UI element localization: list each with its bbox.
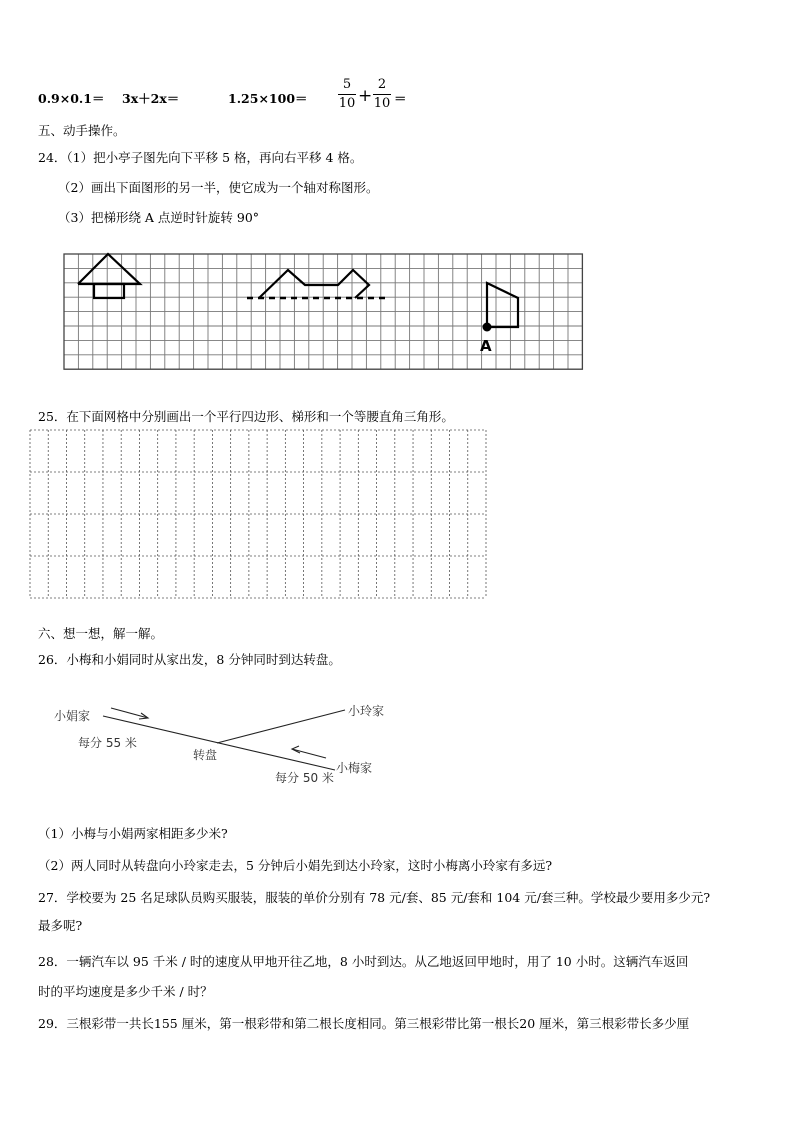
question-29: 29．三根彩带一共长155 厘米，第一根彩带和第二根长度相同。第三根彩带比第一根长20 厘米，第三根彩带长多少厘 xyxy=(38,1016,690,1031)
pavilion-base xyxy=(94,284,124,298)
half-shape-outline xyxy=(259,270,369,298)
question-26-part-2: （2）两人同时从转盘向小玲家走去，5 分钟后小娟先到达小玲家，这时小梅离小玲家有多远? xyxy=(38,858,553,873)
expression-1: 0.9×0.1＝ xyxy=(38,91,105,106)
trapezoid xyxy=(487,283,518,327)
section-5-title: 五、动手操作。 xyxy=(38,123,126,138)
label-speed-juan: 每分 55 米 xyxy=(78,736,137,750)
question-25: 25．在下面网格中分别画出一个平行四边形、梯形和一个等腰直角三角形。 xyxy=(38,409,454,424)
question-24-part-1: 24．（1）把小亭子图先向下平移 5 格，再向右平移 4 格。 xyxy=(38,150,363,165)
arrow-mei-line xyxy=(292,749,326,758)
plus-sign: + xyxy=(358,86,373,106)
square-grid-q24 xyxy=(64,254,582,369)
road-roundabout-to-ling xyxy=(217,710,345,743)
question-27-line-2: 最多呢? xyxy=(38,918,83,933)
fraction-2-denominator: 10 xyxy=(373,96,391,111)
arrow-juan-line xyxy=(111,708,148,718)
fraction-1-denominator: 10 xyxy=(338,96,356,111)
question-24-part-2: （2）画出下面图形的另一半，使它成为一个轴对称图形。 xyxy=(58,180,379,195)
label-ling-home: 小玲家 xyxy=(348,704,385,718)
half-figure xyxy=(247,270,388,298)
point-a-dot xyxy=(483,323,492,332)
pavilion-figure xyxy=(78,254,140,298)
point-a-label: A xyxy=(480,337,492,355)
pavilion-roof xyxy=(78,254,140,284)
label-roundabout: 转盘 xyxy=(193,748,218,762)
question-26: 26．小梅和小娟同时从家出发，8 分钟同时到达转盘。 xyxy=(38,652,341,667)
dashed-grid-q25 xyxy=(30,430,486,598)
question-27-line-1: 27．学校要为 25 名足球队员购买服装，服装的单价分别有 78 元/套、85 元/套和 104 元/套三种。学校最少要用多少元? xyxy=(38,890,711,905)
route-diagram xyxy=(103,708,345,770)
trapezoid-figure xyxy=(483,283,519,332)
fraction-1-numerator: 5 xyxy=(342,77,352,92)
question-28-line-1: 28．一辆汽车以 95 千米 / 时的速度从甲地开往乙地，8 小时到达。从乙地返回甲地时，用了 10 小时。这辆汽车返回 xyxy=(38,954,689,969)
label-speed-mei: 每分 50 米 xyxy=(275,771,334,785)
question-28-line-2: 时的平均速度是多少千米 / 时？ xyxy=(38,984,213,999)
label-mei-home: 小梅家 xyxy=(336,761,373,775)
expression-2: 3x＋2x＝ xyxy=(122,91,180,106)
label-juan-home: 小娟家 xyxy=(54,709,91,723)
section-6-title: 六、想一想，解一解。 xyxy=(38,626,164,641)
expression-3: 1.25×100＝ xyxy=(228,91,308,106)
question-24-part-3: （3）把梯形绕 A 点逆时针旋转 90° xyxy=(58,210,260,225)
question-26-part-1: （1）小梅与小娟两家相距多少米? xyxy=(38,826,228,841)
fraction-equals: ＝ xyxy=(394,91,407,106)
fraction-2-numerator: 2 xyxy=(377,77,387,92)
